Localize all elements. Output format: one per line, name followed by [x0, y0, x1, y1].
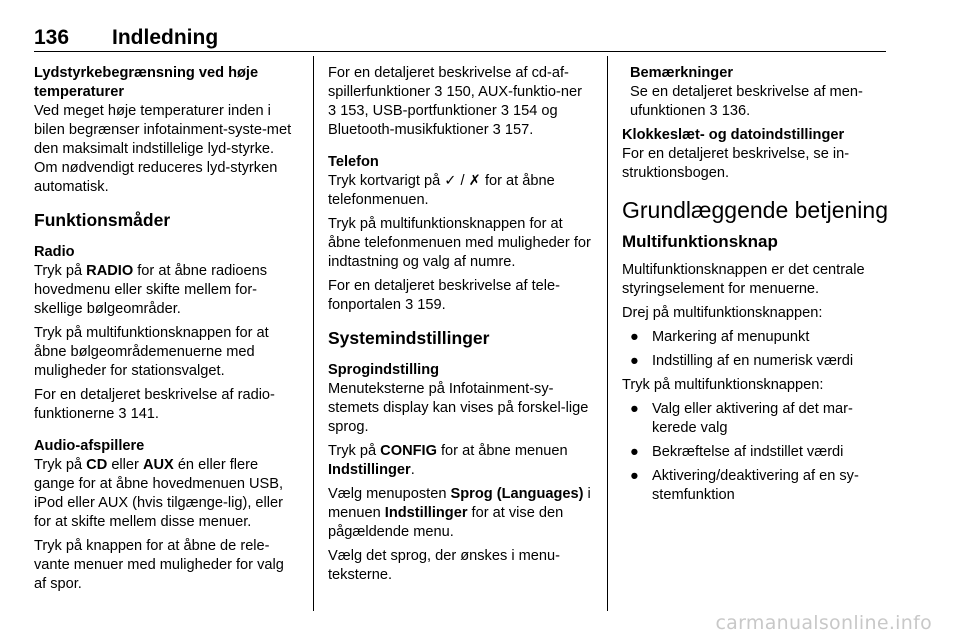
bullet-icon: ● — [630, 353, 639, 369]
heading-telephone: Telefon — [328, 154, 379, 170]
paragraph-tel-1 — [328, 172, 594, 210]
text-span: én eller flere gange for at åbne hovedmenuen USB, iPod eller AUX (hvis tilgænge-lig), eller for at skifte mellem disse menuer. — [34, 457, 284, 530]
column-3 — [622, 64, 888, 505]
paragraph-clock: For en detaljeret beskrivelse, se in-struktionsbogen. — [622, 146, 850, 181]
list-item — [622, 467, 888, 505]
text-span: i menuen — [328, 486, 591, 521]
column-1 — [34, 64, 300, 594]
text-span: / — [456, 173, 469, 189]
text-span: Tryk på — [34, 263, 87, 279]
heading-audio: Audio-afspillere — [34, 438, 145, 454]
text-span: 141. — [130, 406, 159, 422]
text-span: eller — [107, 457, 143, 473]
paragraph-volume-limit: Ved meget høje temperaturer inden i bilen begrænser infotainment-syste-met den maksimalt indstillelige lyd-styrke. Om nødvendigt reduceres lyd-styrken automatisk. — [34, 103, 292, 195]
paragraph-lang-2 — [328, 442, 594, 480]
list-item — [622, 400, 888, 438]
text-span: Indstilling af en numerisk værdi — [652, 353, 854, 369]
text-span: For en detaljeret beskrivelse af tele-fonportalen — [328, 278, 560, 313]
paragraph-audio-2: Tryk på knappen for at åbne de rele-vante menuer med muligheder for valg af spor. — [34, 538, 284, 592]
page-header — [34, 24, 886, 54]
page-ref-icon: 3 — [118, 406, 127, 422]
page-ref-icon: 3 — [492, 122, 501, 138]
paragraph-cd-ref — [328, 64, 594, 140]
phone-off-icon: ✗ — [468, 173, 481, 189]
text-span: 154 og Bluetooth-musikfuktioner — [328, 103, 558, 138]
paragraph-lang-3 — [328, 485, 594, 542]
paragraph-radio-2: Tryk på multifunktionsknappen for at åbne bølgeområdemenuerne med muligheder for stationsvalget. — [34, 325, 269, 379]
text-span: Markering af menupunkt — [652, 329, 810, 345]
page-ref-icon: 3 — [328, 103, 337, 119]
page-ref-icon: 3 — [405, 297, 414, 313]
text-span: Tryk på — [328, 443, 381, 459]
text-span: for at åbne telefonmenuen. — [328, 173, 555, 208]
bullet-icon: ● — [630, 329, 639, 345]
bullet-icon: ● — [630, 401, 639, 417]
heading-volume-limit: Lydstyrkebegrænsning ved høje temperaturer — [34, 65, 259, 100]
header-rule — [34, 51, 886, 52]
text-span: 136. — [721, 103, 751, 119]
text-span: CONFIG — [380, 443, 437, 459]
text-span: for at åbne radioens hovedmenu eller skifte mellem for-skellige bølgeområder. — [34, 263, 268, 317]
paragraph-radio-1 — [34, 262, 300, 319]
text-span: Indstillinger — [328, 462, 411, 478]
note-box — [622, 64, 888, 121]
list-item — [622, 443, 888, 462]
text-span: 150, AUX-funktio-ner — [446, 84, 582, 100]
text-span: 153, USB-portfunktioner — [340, 103, 501, 119]
bullet-icon: ● — [630, 468, 639, 484]
text-span: Se en detaljeret beskrivelse af men-ufunktionen — [630, 84, 863, 119]
heading-system-settings: Systemindstillinger — [328, 328, 490, 348]
paragraph-radio-3 — [34, 386, 300, 424]
text-span: Indstillinger — [384, 505, 468, 521]
heading-clock: Klokkeslæt- og datoindstillinger — [622, 127, 845, 143]
watermark: carmanualsonline.info — [715, 612, 932, 634]
list-item — [622, 352, 888, 371]
paragraph-lang-1: Menuteksterne på Infotainment-sy-stemets display kan vises på forskel-lige sprog. — [328, 381, 589, 435]
page-ref-icon: 3 — [500, 103, 509, 119]
text-span: RADIO — [86, 263, 134, 279]
text-span: 159. — [417, 297, 446, 313]
text-span: Tryk kortvarigt på — [328, 173, 445, 189]
column-divider-2 — [607, 56, 608, 611]
text-span: . — [410, 462, 415, 478]
paragraph-mf-2: Drej på multifunktionsknappen: — [622, 305, 823, 321]
text-span: Bekræftelse af indstillet værdi — [652, 444, 844, 460]
text-span: For en detaljeret beskrivelse af radio-funktionerne — [34, 387, 275, 422]
page-ref-icon: 3 — [709, 103, 718, 119]
text-span: Tryk på — [34, 457, 87, 473]
paragraph-tel-3 — [328, 277, 594, 315]
note-heading: Bemærkninger — [630, 65, 733, 81]
bullet-icon: ● — [630, 444, 639, 460]
heading-basic-operation: Grundlæggende betjening — [622, 197, 888, 223]
paragraph-tel-2: Tryk på multifunktionsknappen for at åbne telefonmenuen med muligheder for indtastning og valg af numre. — [328, 216, 591, 270]
paragraph-mf-1: Multifunktionsknappen er det centrale styringselement for menuerne. — [622, 262, 865, 297]
note-paragraph — [630, 83, 888, 121]
heading-modes: Funktionsmåder — [34, 210, 171, 230]
text-span: Vælg menuposten — [328, 486, 451, 502]
text-span: Valg eller aktivering af det mar-kerede valg — [652, 401, 853, 436]
phone-icon: ✓ — [444, 173, 457, 189]
list-item — [622, 328, 888, 347]
text-span: AUX — [142, 457, 174, 473]
paragraph-audio-1 — [34, 456, 300, 532]
paragraph-lang-4: Vælg det sprog, der ønskes i menu-teksterne. — [328, 548, 560, 583]
page-ref-icon: 3 — [434, 84, 443, 100]
paragraph-mf-3: Tryk på multifunktionsknappen: — [622, 377, 824, 393]
page-number: 136 — [34, 26, 70, 49]
text-span: for at vise den pågældende menu. — [328, 505, 564, 540]
column-2 — [328, 64, 594, 585]
column-divider-1 — [313, 56, 314, 611]
text-span: For en detaljeret beskrivelse af cd-af-spillerfunktioner — [328, 65, 569, 100]
heading-language: Sprogindstilling — [328, 362, 440, 378]
text-span: 157. — [504, 122, 534, 138]
text-span: CD — [86, 457, 108, 473]
text-span: Aktivering/deaktivering af en sy-stemfunktion — [652, 468, 859, 503]
text-span: Sprog (Languages) — [450, 486, 584, 502]
heading-radio: Radio — [34, 244, 75, 260]
chapter-title: Indledning — [112, 26, 219, 49]
text-span: for at åbne menuen — [436, 443, 568, 459]
heading-multifunction-knob: Multifunktionsknap — [622, 232, 778, 251]
